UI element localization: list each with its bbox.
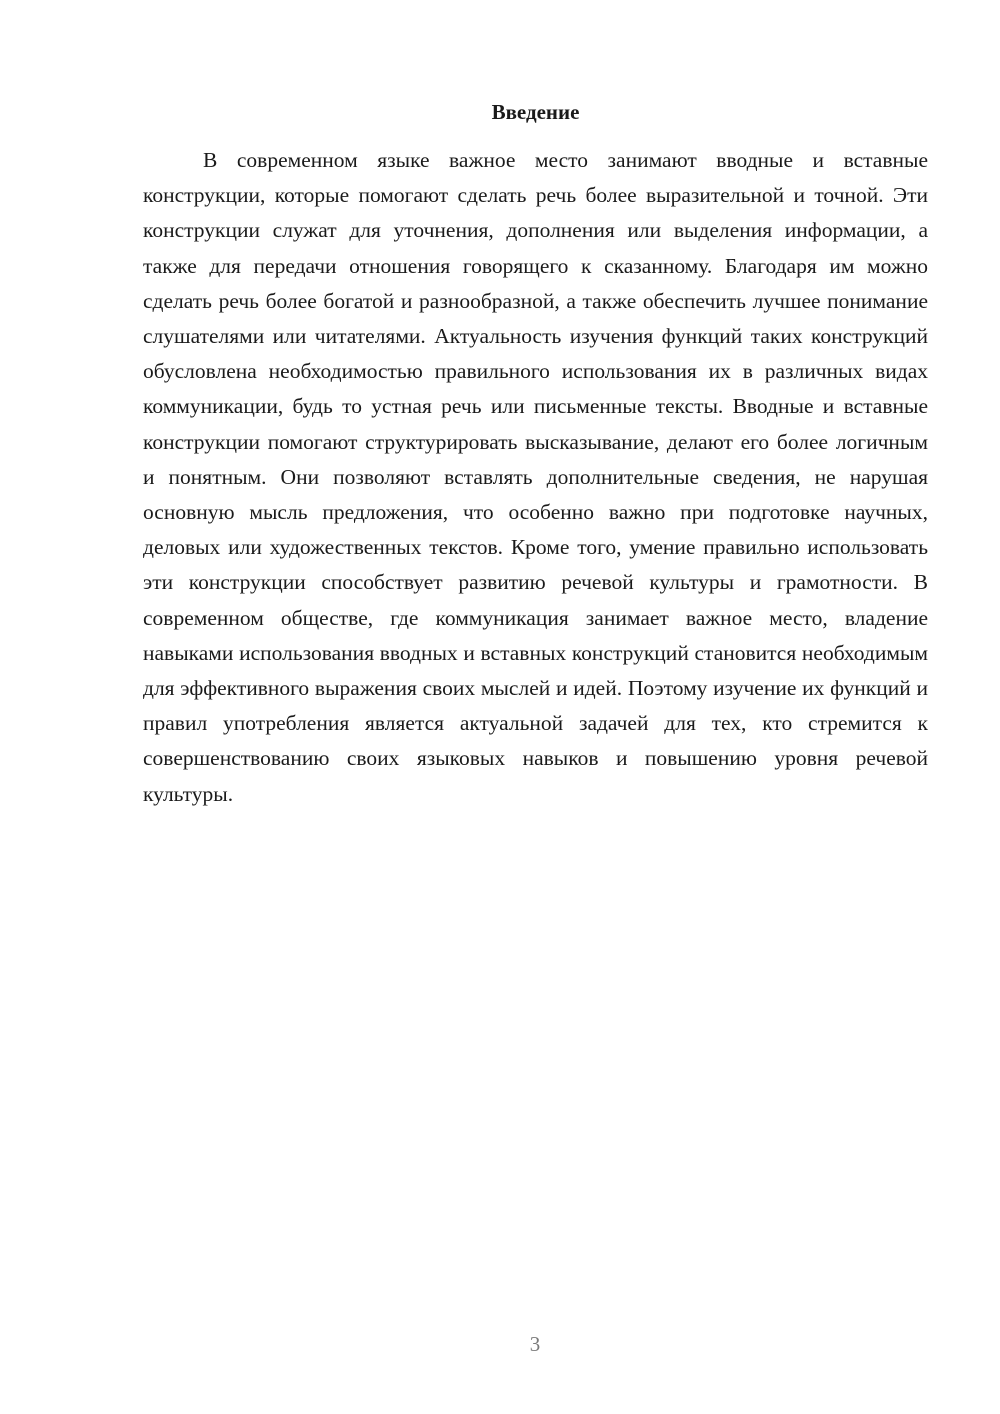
- body-paragraph: В современном языке важное место занимают вводные и вставные конструкции, которые помогают сделать речь более выразительной и точной. Эти конструкции служат для уточнения, дополнения или выделения информации, а также для передачи отношения говорящего к сказанному. Благодаря им можно сделать речь более богатой и разнообразной, а также обеспечить лучшее понимание слушателями или читателями. Актуальность изучения функций таких конструкций обусловлена необходимостью правильного использования их в различных видах коммуникации, будь то устная речь или письменные тексты. Вводные и вставные конструкции помогают структурировать высказывание, делают его более логичным и понятным. Они позволяют вставлять дополнительные сведения, не нарушая основную мысль предложения, что особенно важно при подготовке научных, деловых или художественных текстов. Кроме того, умение правильно использовать эти конструкции способствует развитию речевой культуры и грамотности. В современном обществе, где коммуникация занимает важное место, владение навыками использования вводных и вставных конструкций становится необходимым для эффективного выражения своих мыслей и идей. Поэтому изучение их функций и правил употребления является актуальной задачей для тех, кто стремится к совершенствованию своих языковых навыков и повышению уровня речевой культуры.: [143, 148, 928, 806]
- section-heading: Введение: [491, 100, 580, 124]
- page-number: 3: [529, 1332, 541, 1356]
